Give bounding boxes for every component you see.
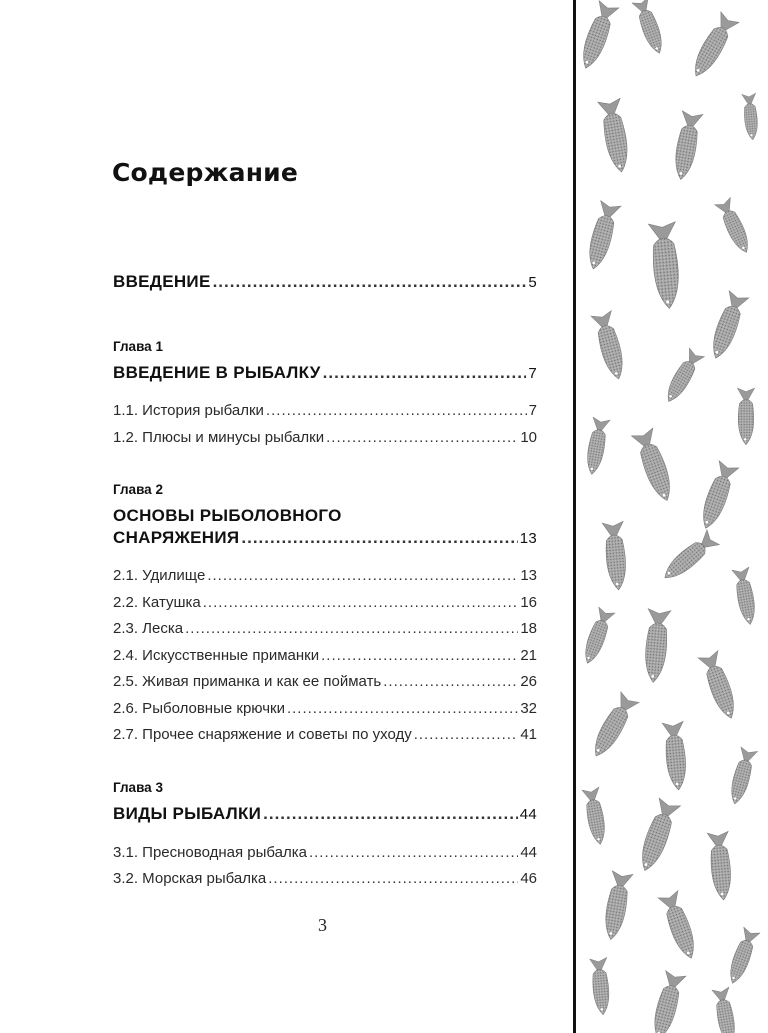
toc-entry-label: 2.1. Удилище bbox=[113, 567, 206, 584]
toc-entry-label: 1.1. История рыбалки bbox=[113, 402, 264, 419]
toc-chapter-1-title[interactable] bbox=[113, 363, 537, 383]
dot-leader bbox=[326, 429, 518, 446]
fish-icon bbox=[724, 927, 760, 986]
fish-pattern-illustration bbox=[576, 0, 768, 1033]
toc-entry-label: 2.3. Леска bbox=[113, 620, 184, 637]
dot-leader bbox=[213, 272, 527, 292]
toc-entry-label: ВИДЫ РЫБАЛКИ bbox=[113, 804, 262, 823]
toc-section-1-1[interactable] bbox=[113, 402, 537, 419]
fish-icon bbox=[591, 311, 629, 382]
fish-icon bbox=[732, 567, 759, 626]
toc-entry-page: 13 bbox=[520, 567, 537, 584]
fish-icon bbox=[706, 291, 749, 362]
dot-leader bbox=[263, 804, 518, 824]
toc-entry-page: 41 bbox=[520, 726, 537, 743]
toc-entry-label: 2.7. Прочее снаряжение и советы по уходу bbox=[113, 726, 412, 743]
fish-icon bbox=[634, 798, 680, 874]
toc-section-2-2[interactable] bbox=[113, 594, 537, 611]
toc-entry-page: 32 bbox=[520, 700, 537, 717]
fish-icon bbox=[587, 692, 639, 761]
fish-icon bbox=[583, 417, 610, 476]
fish-icon bbox=[659, 530, 720, 585]
toc-entry-intro[interactable] bbox=[113, 272, 537, 292]
fish-icon bbox=[715, 197, 755, 256]
toc-section-2-1[interactable] bbox=[113, 567, 537, 584]
dot-leader bbox=[287, 700, 518, 717]
toc-section-2-5[interactable] bbox=[113, 673, 537, 690]
dot-leader bbox=[266, 402, 527, 419]
toc-title: Содержание bbox=[112, 158, 299, 187]
fish-icon bbox=[658, 891, 701, 962]
toc-entry-label: СНАРЯЖЕНИЯ bbox=[113, 528, 240, 547]
fish-icon bbox=[698, 651, 741, 722]
dot-leader bbox=[241, 528, 517, 548]
toc-entry-page: 18 bbox=[520, 620, 537, 637]
fish-icon bbox=[742, 93, 760, 140]
dot-leader bbox=[185, 620, 518, 637]
fish-icon bbox=[642, 609, 671, 684]
dot-leader bbox=[207, 567, 518, 584]
dot-leader bbox=[323, 363, 527, 383]
fish-icon bbox=[598, 98, 633, 174]
toc-chapter-2-title[interactable] bbox=[113, 528, 537, 548]
chapter-label-1: Глава 1 bbox=[113, 339, 163, 354]
dot-leader bbox=[309, 844, 518, 861]
fish-icon bbox=[600, 871, 633, 942]
page-number: 3 bbox=[318, 915, 327, 935]
toc-entry-label: 1.2. Плюсы и минусы рыбалки bbox=[113, 429, 325, 446]
chapter-label-3: Глава 3 bbox=[113, 780, 163, 795]
toc-entry-label: ВВЕДЕНИЕ bbox=[113, 272, 211, 291]
fish-icon bbox=[648, 222, 682, 310]
toc-entry-label: 2.4. Искусственные приманки bbox=[113, 647, 320, 664]
fish-icon bbox=[737, 388, 754, 445]
toc-section-2-7[interactable] bbox=[113, 726, 537, 743]
fish-icon bbox=[707, 831, 734, 901]
fish-icon bbox=[602, 521, 629, 591]
toc-entry-page: 13 bbox=[519, 530, 537, 547]
fish-icon bbox=[661, 348, 704, 406]
toc-entry-page: 5 bbox=[528, 274, 537, 291]
toc-chapter-3-title[interactable] bbox=[113, 804, 537, 824]
toc-entry-label: 3.2. Морская рыбалка bbox=[113, 870, 267, 887]
toc-section-3-1[interactable] bbox=[113, 844, 537, 861]
toc-entry-page: 26 bbox=[520, 673, 537, 690]
dot-leader bbox=[203, 594, 519, 611]
fish-icon bbox=[579, 607, 615, 666]
fish-icon bbox=[590, 957, 612, 1015]
toc-entry-page: 46 bbox=[520, 870, 537, 887]
toc-section-3-2[interactable] bbox=[113, 870, 537, 887]
fish-icon bbox=[696, 461, 739, 532]
fish-icon bbox=[576, 1, 619, 72]
toc-section-2-6[interactable] bbox=[113, 700, 537, 717]
fish-icon bbox=[632, 0, 668, 56]
toc-entry-label: 2.2. Катушка bbox=[113, 594, 201, 611]
dot-leader bbox=[414, 726, 519, 743]
fish-icon bbox=[662, 721, 689, 791]
toc-entry-page: 10 bbox=[520, 429, 537, 446]
toc-entry-page: 21 bbox=[520, 647, 537, 664]
fish-icon bbox=[583, 201, 621, 272]
toc-entry-label: 3.1. Пресноводная рыбалка bbox=[113, 844, 307, 861]
toc-entry-label: ВВЕДЕНИЕ В РЫБАЛКУ bbox=[113, 363, 321, 382]
toc-entry-page: 44 bbox=[519, 806, 537, 823]
toc-entry-page: 44 bbox=[520, 844, 537, 861]
toc-entry-page: 16 bbox=[520, 594, 537, 611]
fish-icon bbox=[582, 787, 609, 846]
toc-entry-label: 2.5. Живая приманка и как ее поймать bbox=[113, 673, 382, 690]
fish-icon bbox=[712, 987, 739, 1033]
fish-icon bbox=[670, 111, 703, 182]
fish-icon bbox=[726, 747, 758, 806]
dot-leader bbox=[321, 647, 518, 664]
toc-entry-page: 7 bbox=[528, 365, 537, 382]
fish-pattern-svg bbox=[576, 0, 768, 1033]
dot-leader bbox=[268, 870, 518, 887]
toc-section-1-2[interactable] bbox=[113, 429, 537, 446]
dot-leader bbox=[383, 673, 518, 690]
fish-icon bbox=[648, 971, 686, 1033]
fish-icon bbox=[631, 428, 677, 504]
toc-section-2-4[interactable] bbox=[113, 647, 537, 664]
chapter-label-2: Глава 2 bbox=[113, 482, 163, 497]
toc-entry-page: 7 bbox=[528, 402, 537, 419]
fish-icon bbox=[687, 12, 739, 81]
toc-chapter-2-title-line1[interactable]: ОСНОВЫ РЫБОЛОВНОГО bbox=[113, 506, 342, 525]
toc-section-2-3[interactable] bbox=[113, 620, 537, 637]
toc-entry-label: 2.6. Рыболовные крючки bbox=[113, 700, 285, 717]
